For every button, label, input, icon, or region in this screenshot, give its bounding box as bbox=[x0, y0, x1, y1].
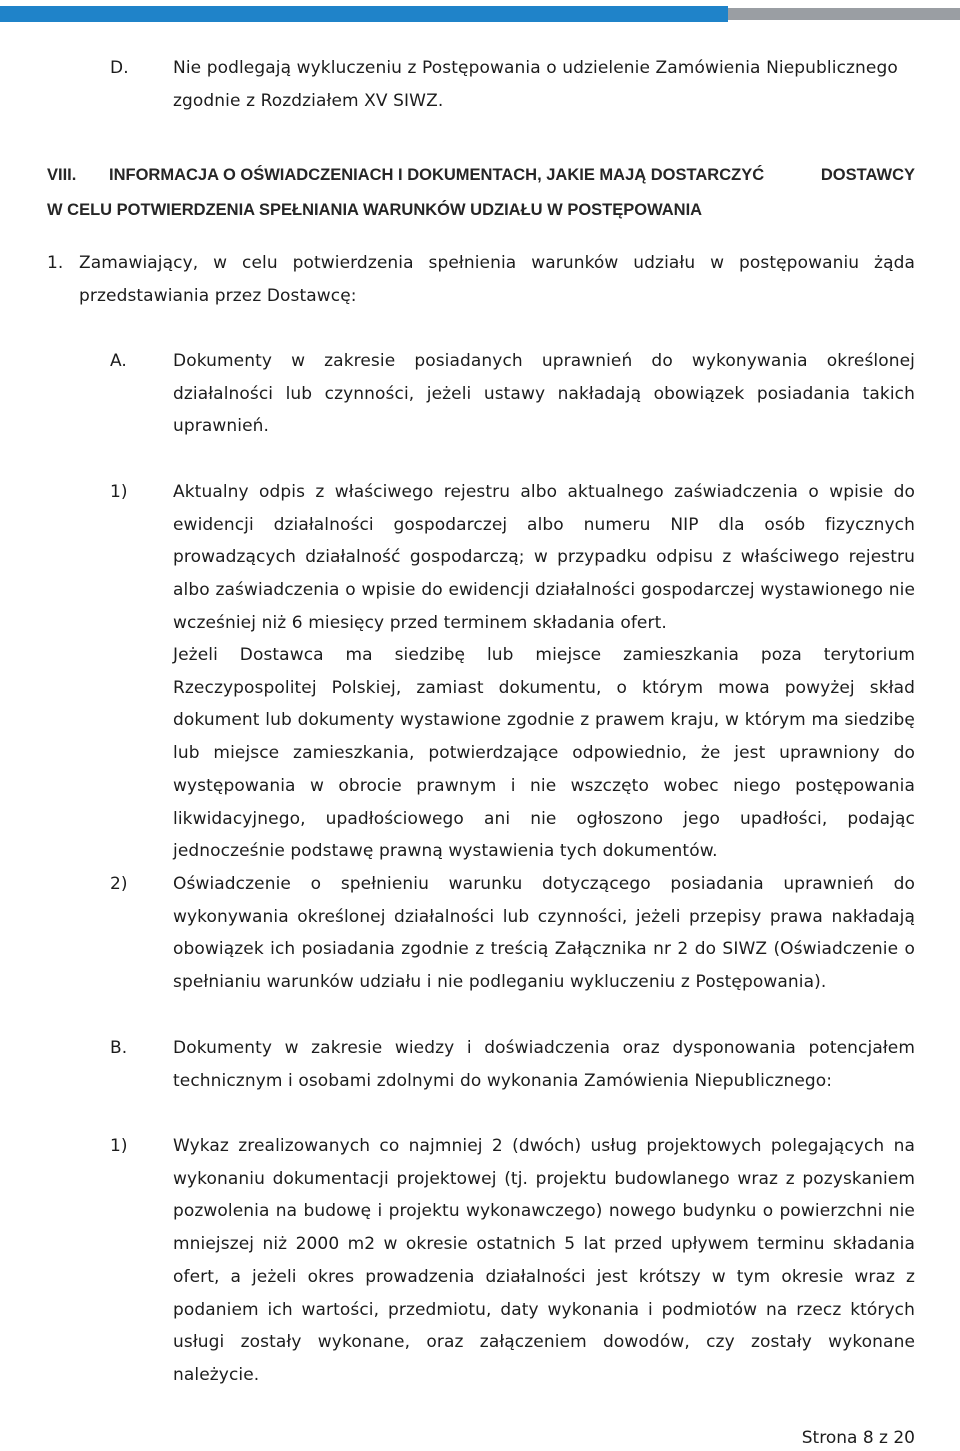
section-b-item-1-marker: 1) bbox=[110, 1136, 128, 1156]
point-1-marker: 1. bbox=[47, 253, 64, 273]
section-d-marker: D. bbox=[110, 58, 129, 78]
header-bar-blue bbox=[0, 6, 728, 22]
section-a-item-1-text: Aktualny odpis z właściwego rejestru albo aktualnego zaświadczenia o wpisie do ewidencji działalności gospodarczej albo numeru NIP dla osób fizycznych prowadzących działalność gospodarczą; w przypadku odpisu z właściwego rejestru albo zaświadczenia o wpisie do ewidencji działalności gospodarczej wystawionego nie wcześniej niż 6 miesięcy przed terminem składania ofert. bbox=[173, 482, 915, 633]
section-b-marker: B. bbox=[110, 1038, 128, 1058]
section-d-text: Nie podlegają wykluczeniu z Postępowania o udzielenie Zamówienia Niepublicznego zgodnie z Rozdziałem XV SIWZ. bbox=[173, 58, 898, 111]
point-1-text: Zamawiający, w celu potwierdzenia spełnienia warunków udziału w postępowaniu żąda przedstawiania przez Dostawcę: bbox=[79, 253, 915, 306]
heading-number: VIII. bbox=[47, 166, 77, 184]
section-a-item-1-text-continued: Jeżeli Dostawca ma siedzibę lub miejsce zamieszkania poza terytorium Rzeczypospolitej Polskiej, zamiast dokumentu, o którym mowa powyżej skład dokument lub dokumenty wystawione zgodnie z prawem kraju, w którym ma siedzibę lub miejsce zamieszkania, potwierdzające odpowiednio, że jest uprawniony do występowania w obrocie prawnym i nie wszczęto wobec niego postępowania likwidacyjnego, upadłościowego ani nie ogłoszono jego upadłości, podając jednocześnie podstawę prawną wystawienia tych dokumentów. bbox=[173, 645, 915, 862]
section-a-item-2-text: Oświadczenie o spełnieniu warunku dotyczącego posiadania uprawnień do wykonywania określonej działalności lub czynności, jeżeli przepisy prawa nakładają obowiązek ich posiadania zgodnie z treścią Załącznika nr 2 do SIWZ (Oświadczenie o spełnianiu warunków udziału i nie podleganiu wykluczeniu z Postępowania). bbox=[173, 874, 915, 993]
heading-line2: W CELU POTWIERDZENIA SPEŁNIANIA WARUNKÓW UDZIAŁU W POSTĘPOWANIA bbox=[47, 201, 703, 219]
heading-line1-end: DOSTAWCY bbox=[820, 166, 915, 184]
section-b-item-1-text: Wykaz zrealizowanych co najmniej 2 (dwóch) usług projektowych polegających na wykonaniu dokumentacji projektowej (tj. projektu budowlanego wraz z pozyskaniem pozwolenia na budowę i projektu wykonawczego) nowego budynku o powierzchni nie mniejszej niż 2000 m2 w okresie ostatnich 5 lat przed upływem terminu składania ofert, a jeżeli okres prowadzenia działalności jest krótszy w tym okresie wraz z podaniem ich wartości, przedmiotu, daty wykonania i podmiotów na rzecz których usługi zostały wykonane, oraz załączeniem dowodów, czy zostały wykonane należycie. bbox=[173, 1136, 915, 1385]
section-a-text: Dokumenty w zakresie posiadanych uprawnień do wykonywania określonej działalności lub czynności, jeżeli ustawy nakładają obowiązek posiadania takich uprawnień. bbox=[173, 351, 915, 437]
header-bar-grey bbox=[728, 8, 960, 20]
section-heading bbox=[47, 158, 915, 228]
section-a-item-2-marker: 2) bbox=[110, 874, 128, 894]
section-a-marker: A. bbox=[110, 351, 127, 371]
section-a-item-1-marker: 1) bbox=[110, 482, 128, 502]
heading-line1: INFORMACJA O OŚWIADCZENIACH I DOKUMENTACH, JAKIE MAJĄ DOSTARCZYĆ bbox=[109, 166, 765, 184]
page-number: Strona 8 z 20 bbox=[801, 1428, 915, 1448]
header-color-bar bbox=[0, 0, 960, 22]
section-b-text: Dokumenty w zakresie wiedzy i doświadczenia oraz dysponowania potencjałem technicznym i osobami zdolnymi do wykonania Zamówienia Niepublicznego: bbox=[173, 1038, 915, 1091]
